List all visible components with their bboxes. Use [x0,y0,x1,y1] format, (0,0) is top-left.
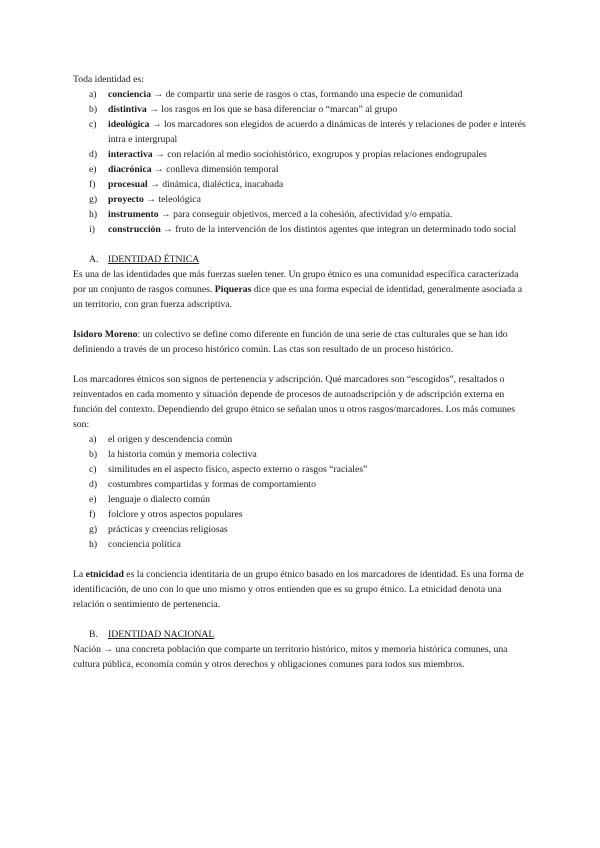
list-item-label: g) [89,194,98,205]
list-item-text: costumbres compartidas y formas de comportamiento [108,479,316,490]
list-item-text: conciencia política [108,539,181,550]
arrow: → [149,119,164,130]
trait-term: distintiva [108,104,147,115]
list-item-label: h) [89,209,98,220]
trait-text: los rasgos en los que se basa diferenciar o “marcan” al grupo [161,104,398,115]
trait-term: procesual [108,179,148,190]
list-item-label: c) [89,119,97,130]
section-title: IDENTIDAD ÉTNICA [108,254,200,265]
paragraph [73,267,527,312]
list-item-text: lenguaje o dialecto común [108,494,210,505]
list-item [73,537,527,552]
list-item-label: h) [89,539,98,550]
list-item-label: f) [89,179,96,190]
arrow: → [151,164,167,175]
trait-text: los marcadores son elegidos de acuerdo a dinámicas de interés y relaciones de poder e interés intra e intergrupal [108,119,526,145]
author-name: Isidoro Moreno [73,329,138,340]
paragraph-text: Es una de las identidades que más fuerzas suelen tener. Un grupo étnico es una comunidad específica caracterizada por un conjunto de rasgos comunes. [73,269,519,295]
list-item [73,222,527,237]
list-item [73,177,527,192]
section-title: IDENTIDAD NACIONAL [108,629,215,640]
trait-term: proyecto [108,194,144,205]
list-item-label: d) [89,479,98,490]
paragraph-text: La [73,569,86,580]
paragraph [73,327,527,357]
trait-term: ideológica [108,119,150,130]
arrow: → [160,224,176,235]
list-item [73,507,527,522]
trait-text: dinámica, dialéctica, inacabada [162,179,284,190]
arrow: → [147,179,163,190]
arrow: → [146,104,162,115]
section-heading-b [73,627,527,642]
list-item [73,162,527,177]
list-item [73,87,527,102]
list-item [73,147,527,162]
trait-term: diacrónica [108,164,152,175]
paragraph-text: es la conciencia identitaria de un grupo étnico basado en los marcadores de identidad. Es una forma de identificación, de uno con lo que uno mismo y otros entienden que es su grupo étnico. La etnicidad denota una relación o sentimiento de pertenencia. [73,569,524,610]
intro-text: Toda identidad es: [73,74,144,85]
list-item-text: prácticas y creencias religiosas [108,524,228,535]
trait-text: de compartir una serie de rasgos o ctas, formando una especie de comunidad [165,89,463,100]
section-label: A. [89,254,99,265]
list-item-label: c) [89,464,97,475]
trait-term: conciencia [108,89,152,100]
list-item [73,102,527,117]
list-item-label: a) [89,89,97,100]
list-item [73,477,527,492]
trait-text: teleológica [158,194,201,205]
section-heading-a [73,252,527,267]
arrow: → [143,194,159,205]
list-item-label: b) [89,104,98,115]
paragraph-text: : un colectivo se define como diferente en función de una serie de ctas culturales que se han ido definiendo a través de un proceso histórico común. Las ctas son resultado de un proceso histórico. [73,329,508,355]
ethnic-markers-list [73,432,527,552]
identity-traits-list [73,87,527,237]
list-item-text: el origen y descendencia común [108,434,233,445]
arrow: → [158,209,174,220]
paragraph-text: dice que es una forma especial de identidad, generalmente asociada a un territorio, con gran fuerza adscriptiva. [73,284,522,310]
arrow: → [151,89,166,100]
list-item-label: e) [89,164,97,175]
list-item [73,192,527,207]
paragraph: Nación → una concreta población que comparte un territorio histórico, mitos y memoria histórica comunes, una cultura pública, economía común y otros derechos y obligaciones comunes para todos sus miembros. [73,644,508,670]
list-item [73,207,527,222]
author-name: Piqueras [214,284,252,295]
section-label: B. [89,629,98,640]
list-item-label: e) [89,494,97,505]
list-item [73,462,527,477]
trait-term: instrumento [108,209,159,220]
list-item [73,492,527,507]
trait-text: para conseguir objetivos, merced a la cohesión, afectividad y/o empatía. [173,209,453,220]
trait-text: conlleva dimensión temporal [166,164,279,175]
list-item-text: la historia común y memoria colectiva [108,449,257,460]
list-item-label: d) [89,149,98,160]
list-item-text: folclore y otros aspectos populares [108,509,243,520]
arrow: → [152,149,168,160]
list-item [73,522,527,537]
list-item [73,117,527,147]
list-item [73,432,527,447]
list-item [73,447,527,462]
list-item-label: g) [89,524,98,535]
list-item-label: a) [89,434,97,445]
trait-text: fruto de la intervención de los distintos agentes que integran un determinado todo social [175,224,517,235]
paragraph: Los marcadores étnicos son signos de pertenencia y adscripción. Qué marcadores son “escogidos”, resaltados o reinventados en cada momento y situación depende de procesos de autoadscripción y de adscripción externa en función del contexto. Dependiendo del grupo étnico se señalan unos u otros rasgos/marcadores. Los más comunes son: [73,374,516,430]
key-term: etnicidad [85,569,124,580]
trait-term: interactiva [108,149,153,160]
list-item-label: b) [89,449,98,460]
trait-text: con relación al medio sociohistórico, exogrupos y propias relaciones endogrupales [167,149,487,160]
list-item-label: i) [89,224,95,235]
trait-term: construcción [108,224,161,235]
list-item-label: f) [89,509,96,520]
list-item-text: similitudes en el aspecto físico, aspecto externo o rasgos “raciales” [108,464,368,475]
paragraph [73,567,527,612]
